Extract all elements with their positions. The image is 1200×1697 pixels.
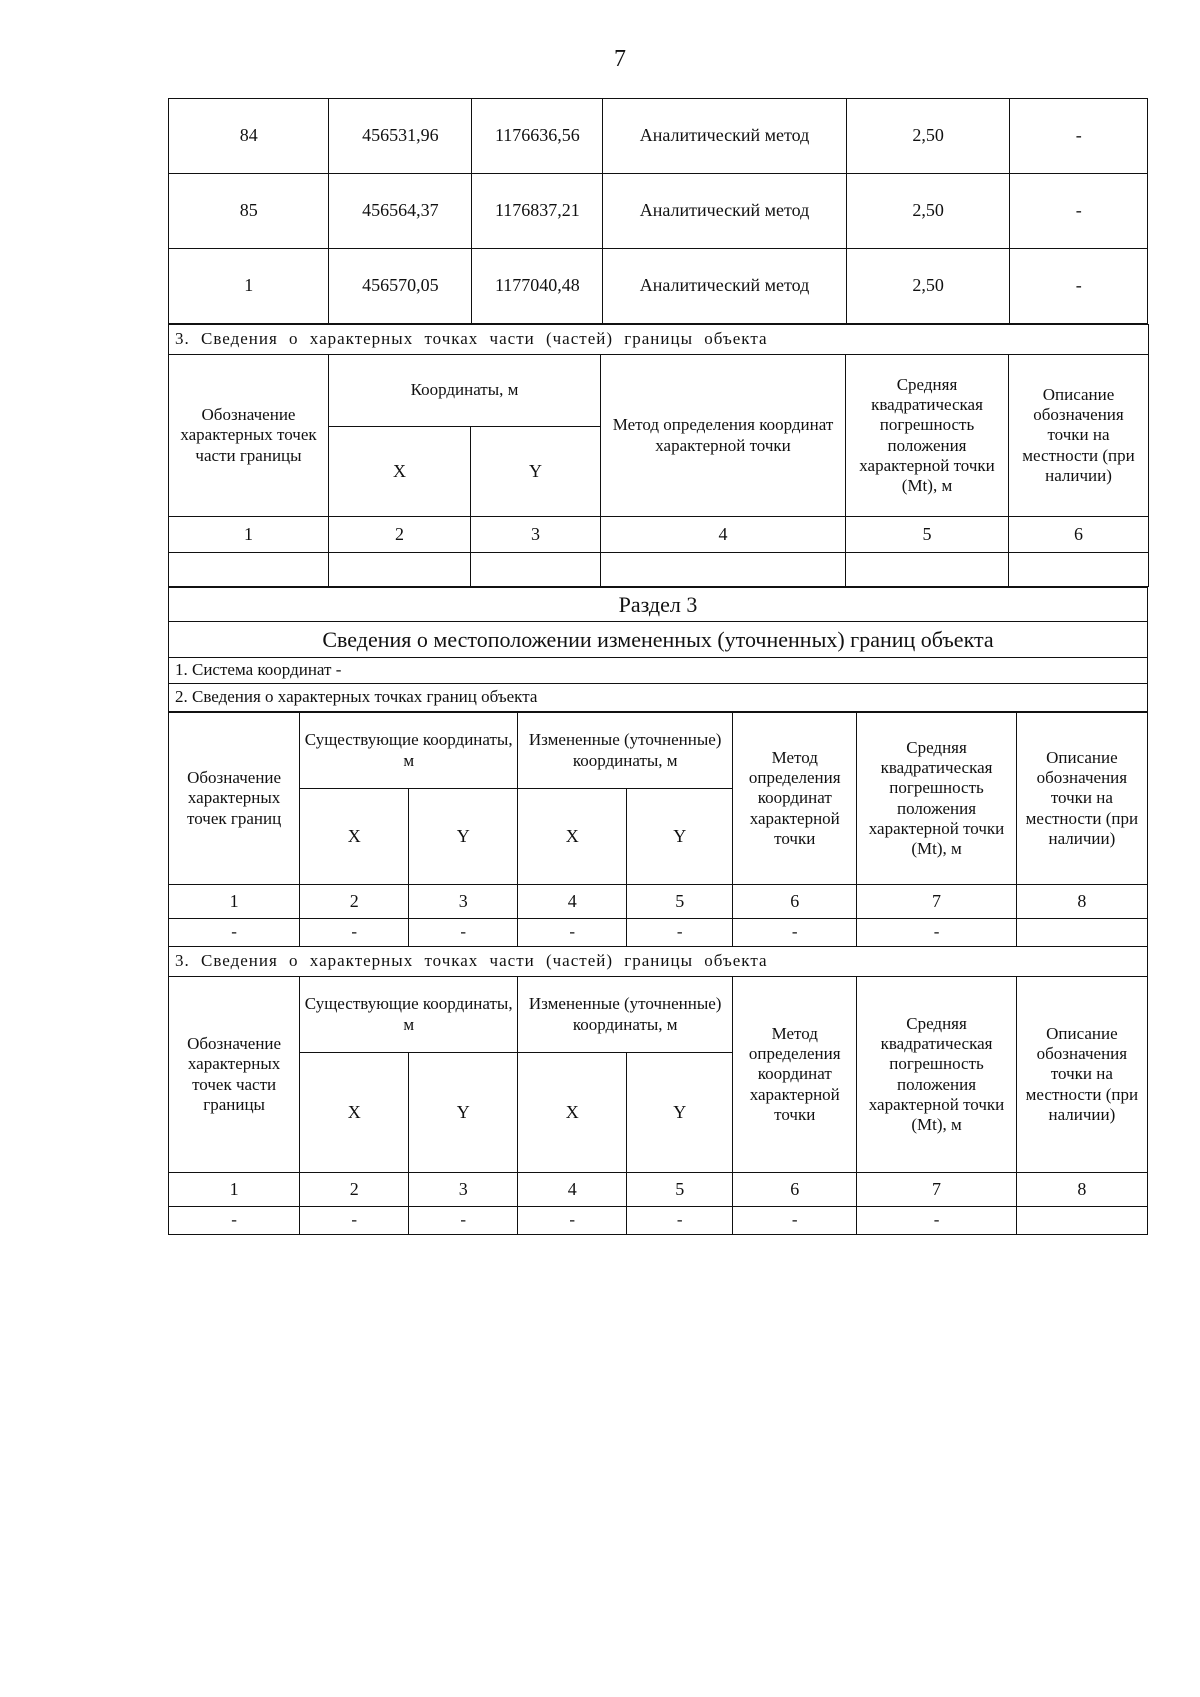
col-number: 3	[409, 885, 518, 919]
description-cell: -	[1010, 99, 1148, 174]
empty-cell: -	[627, 919, 733, 947]
designation-header: Обозначение характерных точек части границы	[169, 355, 329, 517]
changed-coords-header: Измененные (уточненные) координаты, м	[518, 977, 733, 1053]
col-number: 5	[627, 1173, 733, 1207]
method-header: Метод определения координат характерной точки	[733, 977, 857, 1173]
error-cell: 2,50	[846, 249, 1010, 324]
point-cell: 84	[169, 99, 329, 174]
error-cell: 2,50	[846, 99, 1010, 174]
col-number: 4	[518, 885, 627, 919]
method-header: Метод определения координат характерной точки	[733, 713, 857, 885]
existing-coords-header: Существующие координаты, м	[300, 713, 518, 789]
x-header: X	[300, 789, 409, 885]
x-cell: 456531,96	[329, 99, 472, 174]
table-row	[169, 249, 1148, 324]
changed-points-table	[168, 712, 1148, 1235]
empty-cell	[1016, 919, 1147, 947]
y-header: Y	[627, 789, 733, 885]
y-cell: 1176636,56	[472, 99, 603, 174]
empty-cell: -	[409, 919, 518, 947]
part-points-table-1	[168, 324, 1149, 587]
empty-cell: -	[733, 919, 857, 947]
x-header: X	[518, 1053, 627, 1173]
x-header: X	[518, 789, 627, 885]
coords-header: Координаты, м	[329, 355, 601, 427]
section-subtitle: Сведения о местоположении измененных (уточненных) границ объекта	[169, 622, 1148, 658]
point-cell: 1	[169, 249, 329, 324]
designation-header: Обозначение характерных точек границ	[169, 713, 300, 885]
empty-cell: -	[627, 1207, 733, 1235]
y-header: Y	[409, 789, 518, 885]
col-number: 6	[733, 885, 857, 919]
col-number: 2	[300, 885, 409, 919]
method-header: Метод определения координат характерной точки	[601, 355, 846, 517]
section3-header-table	[168, 587, 1148, 712]
col-number: 3	[409, 1173, 518, 1207]
empty-cell: -	[857, 919, 1016, 947]
col-number: 2	[300, 1173, 409, 1207]
designation-header: Обозначение характерных точек части границы	[169, 977, 300, 1173]
point-cell: 85	[169, 174, 329, 249]
col-number: 4	[601, 517, 846, 553]
empty-cell: -	[518, 1207, 627, 1235]
method-cell: Аналитический метод	[603, 99, 846, 174]
col-number: 4	[518, 1173, 627, 1207]
table-row	[169, 1207, 1148, 1235]
page-number: 7	[614, 46, 626, 72]
y-header: Y	[627, 1053, 733, 1173]
description-cell: -	[1010, 249, 1148, 324]
points-title: 2. Сведения о характерных точках границ объекта	[169, 684, 1148, 712]
empty-cell: -	[169, 1207, 300, 1235]
col-number: 6	[733, 1173, 857, 1207]
part-points-title: 3. Сведения о характерных точках части (частей) границы объекта	[169, 325, 1149, 355]
document-body	[168, 98, 1148, 1235]
col-number: 5	[627, 885, 733, 919]
empty-cell: -	[300, 919, 409, 947]
col-number: 8	[1016, 1173, 1147, 1207]
existing-coords-header: Существующие координаты, м	[300, 977, 518, 1053]
col-number: 8	[1016, 885, 1147, 919]
col-number: 1	[169, 517, 329, 553]
description-cell: -	[1010, 174, 1148, 249]
col-number: 2	[329, 517, 471, 553]
col-number: 1	[169, 1173, 300, 1207]
description-header: Описание обозначения точки на местности (при наличии)	[1016, 977, 1147, 1173]
y-cell: 1177040,48	[472, 249, 603, 324]
table-row	[169, 174, 1148, 249]
x-header: X	[300, 1053, 409, 1173]
table-row	[169, 553, 1149, 587]
y-header: Y	[409, 1053, 518, 1173]
col-number: 7	[857, 885, 1016, 919]
empty-cell: -	[518, 919, 627, 947]
empty-cell: -	[300, 1207, 409, 1235]
section-title: Раздел 3	[169, 588, 1148, 622]
method-cell: Аналитический метод	[603, 249, 846, 324]
col-number: 7	[857, 1173, 1016, 1207]
col-number: 6	[1009, 517, 1149, 553]
error-cell: 2,50	[846, 174, 1010, 249]
y-header: Y	[471, 427, 601, 517]
error-header: Средняя квадратическая погрешность положения характерной точки (Mt), м	[846, 355, 1009, 517]
description-header: Описание обозначения точки на местности (при наличии)	[1016, 713, 1147, 885]
coord-system-line: 1. Система координат -	[169, 658, 1148, 684]
col-number: 5	[846, 517, 1009, 553]
x-cell: 456564,37	[329, 174, 472, 249]
part-points-title: 3. Сведения о характерных точках части (частей) границы объекта	[169, 947, 1148, 977]
method-cell: Аналитический метод	[603, 174, 846, 249]
changed-coords-header: Измененные (уточненные) координаты, м	[518, 713, 733, 789]
col-number: 1	[169, 885, 300, 919]
empty-cell: -	[857, 1207, 1016, 1235]
empty-cell: -	[169, 919, 300, 947]
col-number: 3	[471, 517, 601, 553]
y-cell: 1176837,21	[472, 174, 603, 249]
x-cell: 456570,05	[329, 249, 472, 324]
empty-cell	[1016, 1207, 1147, 1235]
table-row	[169, 919, 1148, 947]
error-header: Средняя квадратическая погрешность положения характерной точки (Mt), м	[857, 713, 1016, 885]
table-row	[169, 99, 1148, 174]
points-table-continuation	[168, 98, 1148, 324]
empty-cell: -	[409, 1207, 518, 1235]
x-header: X	[329, 427, 471, 517]
description-header: Описание обозначения точки на местности (при наличии)	[1009, 355, 1149, 517]
empty-cell: -	[733, 1207, 857, 1235]
error-header: Средняя квадратическая погрешность положения характерной точки (Mt), м	[857, 977, 1016, 1173]
